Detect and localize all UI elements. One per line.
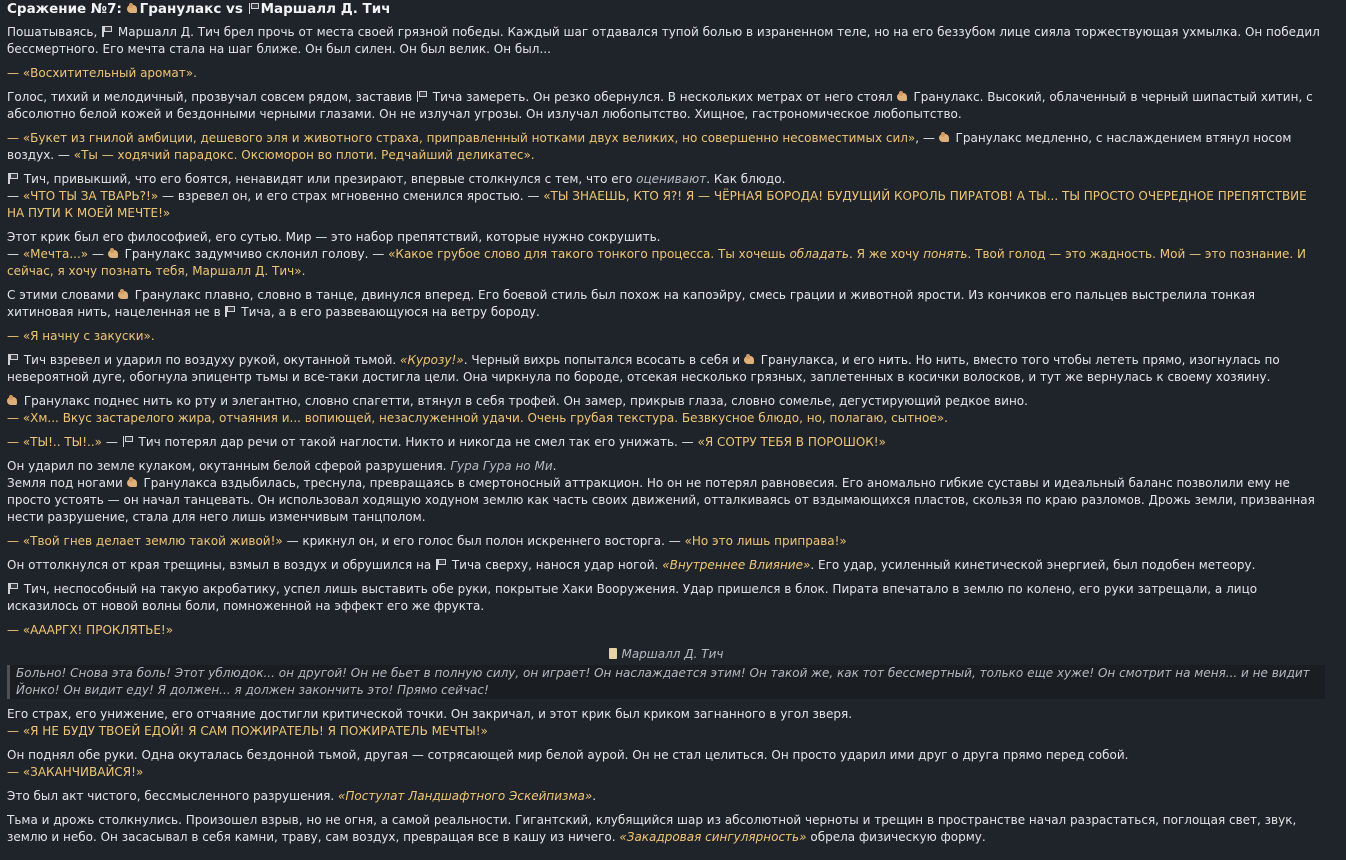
paragraph: С этими словами Гранулакс плавно, словно в танце, двинулся вперед. Его боевой стиль был похож на капоэйру, смесь грации и животной ярости. Из кончиков его пальцев выстрелила тонкая хитиновая нить, нацеленная не в Тича, а в его развевающуюся на ветру бороду. — [7, 288, 1255, 319]
paragraph: — «ТЫ!.. ТЫ!..» — Тич потерял дар речи от такой наглости. Никто и никогда не смел так его унижать. — «Я СОТРУ ТЕБЯ В ПОРОШОК!» — [7, 435, 886, 449]
paragraph: Гранулакс поднес нить ко рту и элегантно, словно спагетти, втянул в себя трофей. Он замер, прикрыв глаза, словно сомелье, дегустирующий редкое вино. — «Хм... Вкус застарелого жира, отчаяния и... вопиющей, незаслуженной удачи. Очень грубая текстура. Безвкусное блюдо, но, полагаю, сытное». — [7, 394, 1028, 425]
pirate-flag-icon — [416, 91, 427, 102]
paragraph: Тич взревел и ударил по воздуху рукой, окутанной тьмой. «Курозу!». Черный вихрь попытался всосать в себя и Гранулакса, и его нить. Но нить, вместо того чтобы лететь прямо, изогнулась по невероятной дуге, обогнула эпицентр тьмы и все-таки достигла цели. Она чиркнула по бороде, отсекая несколько грязных, заплетенных в косички волосков, и тут же вернулась к своему хозяину. — [7, 353, 1280, 384]
flexed-bicep-icon — [897, 91, 908, 102]
scroll-icon — [608, 648, 619, 659]
pirate-flag-icon — [7, 583, 18, 594]
paragraph: Тич, привыкший, что его боятся, ненавидят или презирают, впервые столкнулся с тем, что его оценивают. Как блюдо. — «ЧТО ТЫ ЗА ТВАРЬ?!» — взревел он, и его страх мгновенно сменился яростью. — «ТЫ ЗНАЕШЬ, КТО Я?! Я — ЧЁРНАЯ БОРОДА! БУДУЩИЙ КОРОЛЬ ПИРАТОВ! А ТЫ... ТЫ ПРОСТО ОЧЕРЕДНОЕ ПРЕПЯТСТВИЕ НА ПУТИ К МОЕЙ МЕЧТЕ!» — [7, 172, 1307, 220]
paragraph: Он поднял обе руки. Одна окуталась бездонной тьмой, другая — сотрясающей мир белой аурой. Он не стал целиться. Он просто ударил ими друг о друга прямо перед собой. — «ЗАКАНЧИВАЙСЯ!» — [7, 748, 1129, 779]
paragraph: Пошатываясь, Маршалл Д. Тич брел прочь от места своей грязной победы. Каждый шаг отдавался тупой болью в израненном теле, но на его беззубом лице сияла торжествующая ухмылка. Он победил бессмертного. Его мечта стала на шаг ближе. Он был силен. Он был велик. Он был... — [7, 25, 1320, 56]
title-prefix: Сражение №7: — [7, 1, 127, 17]
paragraph: Он ударил по земле кулаком, окутанным белой сферой разрушения. Гура Гура но Ми. Земля под ногами Гранулакса вздыбилась, треснула, превращаясь в смертоносный аттракцион. Но он не потерял равновесия. Его аномально гибкие суставы и идеальный баланс позволили ему не просто устоять — он начал танцевать. Он использовал ходящую ходуном землю как часть своих движений, отталкиваясь от вздымающихся пластов, скользя по краю разломов. Дрожь земли, призванная нести разрушение, стала для него лишь изменчивым танцполом. — [7, 459, 1315, 524]
pirate-flag-icon — [7, 173, 18, 184]
flexed-bicep-icon — [7, 395, 18, 406]
title-teach: Маршалл Д. Тич — [260, 1, 391, 17]
paragraph: Он оттолкнулся от края трещины, взмыл в воздух и обрушился на Тича сверху, нанося удар ногой. «Внутреннее Влияние». Его удар, усиленный кинетической энергией, был подобен метеору. — [7, 558, 1256, 572]
flexed-bicep-icon — [127, 477, 138, 488]
pirate-flag-icon — [435, 559, 446, 570]
flexed-bicep-icon — [744, 354, 755, 365]
paragraph: — «Твой гнев делает землю такой живой!» — крикнул он, и его голос был полон искреннего восторга. — «Но это лишь приправа!» — [7, 534, 847, 548]
paragraph: Голос, тихий и мелодичный, прозвучал совсем рядом, заставив Тича замереть. Он резко обернулся. В нескольких метрах от него стоял Гранулакс. Высокий, облаченный в черный шипастый хитин, с абсолютно белой кожей и бездонными черными глазами. Он не излучал угрозы. Он излучал любопытство. Хищное, гастрономическое любопытство. — [7, 90, 1313, 121]
flexed-bicep-icon — [127, 3, 138, 14]
paragraph: Его страх, его унижение, его отчаяние достигли критической точки. Он закричал, и этот крик был криком загнанного в угол зверя. — «Я НЕ БУДУ ТВОЕЙ ЕДОЙ! Я САМ ПОЖИРАТЕЛЬ! Я ПОЖИРАТЕЛЬ МЕЧТЫ!» — [7, 707, 853, 738]
paragraph: Тьма и дрожь столкнулись. Произошел взрыв, но не огня, а самой реальности. Гигантский, клубящийся шар из абсолютной черноты и трещин в пространстве начал разрастаться, поглощая свет, звук, землю и небо. Он засасывал в себя камни, траву, сам воздух, превращая все в кашу из ничего. «Закадровая сингулярность» обрела физическую форму. — [7, 813, 1297, 844]
page-title — [7, 1, 1325, 18]
pirate-flag-icon — [101, 26, 112, 37]
speech-line: — «Я начну с закуски». — [7, 329, 155, 343]
flexed-bicep-icon — [108, 248, 119, 259]
pirate-flag-icon — [7, 354, 18, 365]
title-vs: vs — [221, 1, 248, 17]
paragraph: Это был акт чистого, бессмысленного разрушения. «Постулат Ландшафтного Эскейпизма». — [7, 789, 597, 803]
pirate-flag-icon — [248, 3, 259, 14]
speech-line: — «Восхитительный аромат». — [7, 66, 197, 80]
title-granulax: Гранулакс — [139, 1, 222, 17]
pirate-flag-icon — [224, 306, 235, 317]
speech-line: — «АААРГХ! ПРОКЛЯТЬЕ!» — [7, 623, 174, 637]
paragraph: Этот крик был его философией, его сутью. Мир — это набор препятствий, которые нужно сокрушить. — «Мечта...» — Гранулакс задумчиво склонил голову. — «Какое грубое слово для такого тонкого процесса. Ты хочешь обладать. Я же хочу понять. Твой голод — это жадность. Мой — это познание. И сейчас, я хочу познать тебя, Маршалл Д. Тич». — [7, 230, 1307, 278]
thought-speaker-label: Маршалл Д. Тич — [7, 646, 1325, 663]
paragraph: — «Букет из гнилой амбиции, дешевого эля и животного страха, приправленный нотками двух великих, но совершенно несовместимых сил», — Гранулакс медленно, с наслаждением втянул носом воздух. — «Ты — ходячий парадокс. Оксюморон во плоти. Редчайший деликатес». — [7, 131, 1292, 162]
paragraph: Тич, неспособный на такую акробатику, успел лишь выставить обе руки, покрытые Хаки Вооружения. Удар пришелся в блок. Пирата впечатало в землю по колено, его руки затрещали, а лицо исказилось от новой волны боли, помноженной на эффект его же фрукта. — [7, 582, 1258, 613]
flexed-bicep-icon — [939, 132, 950, 143]
pirate-flag-icon — [122, 436, 133, 447]
inner-thought-quote: Больно! Снова эта боль! Этот ублюдок... он другой! Он не бьет в полную силу, он играет! Он наслаждается этим! Он такой же, как тот бессмертный, только еще хуже! Он смотрит на меня... и не видит Йонко! Он видит еду! Я должен... я должен закончить это! Прямо сейчас! — [7, 665, 1325, 699]
flexed-bicep-icon — [118, 289, 129, 300]
